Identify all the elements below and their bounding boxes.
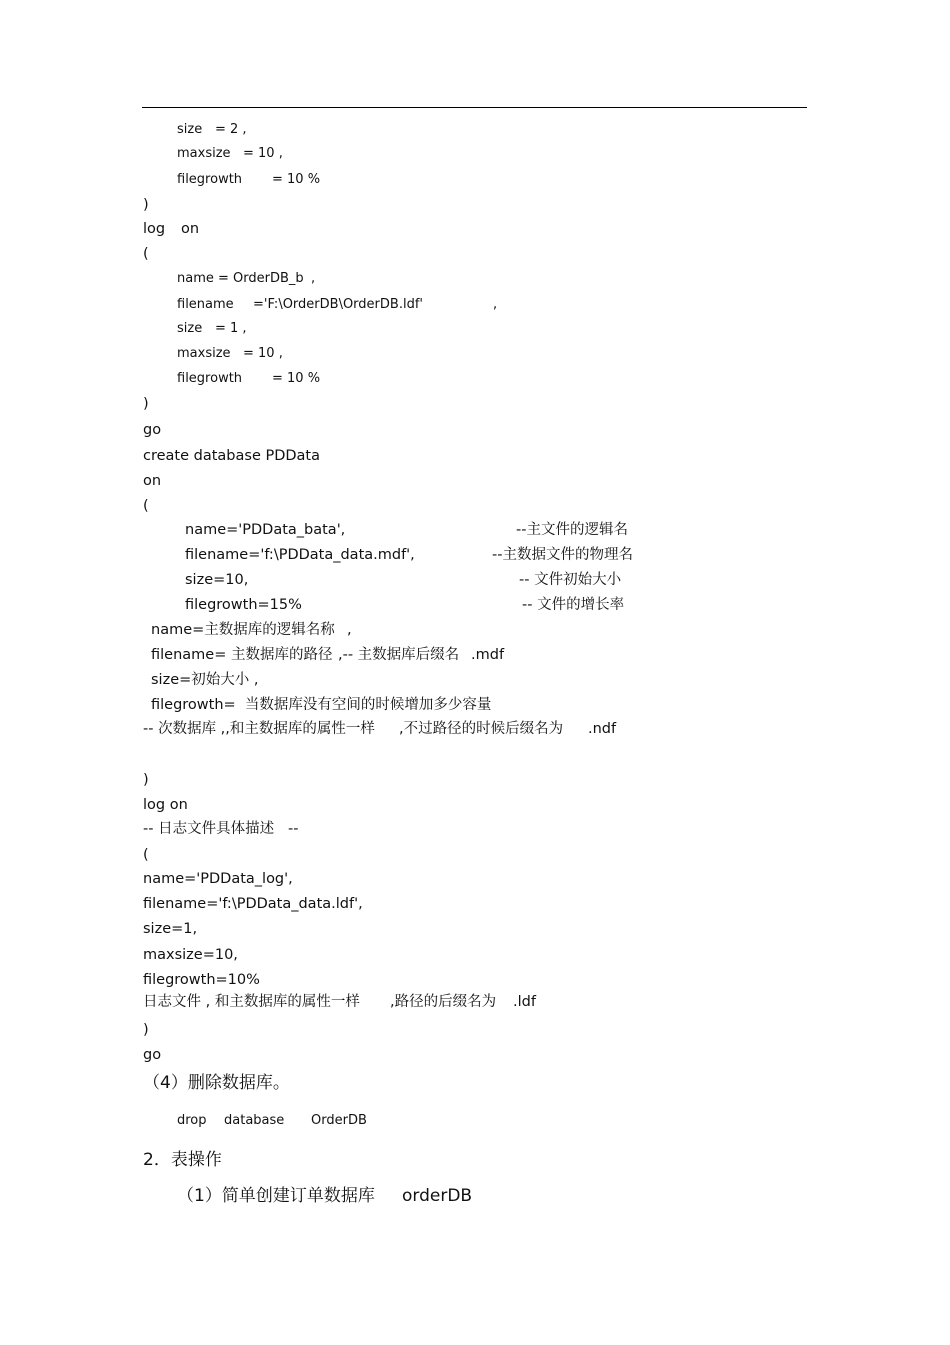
text-line-14-seg-0: on (143, 473, 162, 489)
text-line-6-seg-0: name = OrderDB_b (177, 271, 304, 286)
text-line-31-seg-0: size=1, (143, 921, 198, 937)
text-line-7-seg-0: filename (177, 297, 234, 312)
text-line-24-seg-0: -- 次数据库 ,,和主数据库的属性一样 (143, 721, 375, 737)
text-line-5-seg-0: ( (143, 246, 149, 262)
text-line-22-seg-0: size=初始大小 , (151, 672, 259, 688)
text-line-29-seg-0: name='PDData_log', (143, 871, 293, 887)
text-line-8-seg-0: size (177, 321, 203, 336)
text-line-4-seg-1: on (181, 221, 200, 237)
text-line-33-seg-0: filegrowth=10% (143, 972, 260, 988)
text-line-35-seg-0: ) (143, 1022, 149, 1038)
text-line-19-seg-1: -- 文件的增长率 (522, 597, 625, 613)
text-line-15-seg-0: ( (143, 498, 149, 514)
text-line-16-seg-0: name='PDData_bata', (185, 522, 346, 538)
text-line-19-seg-0: filegrowth=15% (185, 597, 302, 613)
text-line-17-seg-0: filename='f:\PDData_data.mdf', (185, 547, 415, 563)
text-line-7-seg-2: , (493, 297, 498, 312)
text-line-30-seg-0: filename='f:\PDData_data.ldf', (143, 896, 363, 912)
text-line-26-seg-0: log on (143, 797, 188, 813)
text-line-24-seg-2: .ndf (588, 721, 617, 737)
text-line-24-seg-1: ,不过路径的时候后缀名为 (399, 721, 564, 737)
text-line-28-seg-0: ( (143, 847, 149, 863)
text-line-21-seg-0: filename= 主数据库的路径 (151, 647, 333, 663)
text-line-18-seg-1: -- 文件初始大小 (519, 572, 622, 588)
text-line-37-seg-0: （4）删除数据库。 (143, 1073, 290, 1093)
text-line-20-seg-0: name=主数据库的逻辑名称 (151, 622, 335, 638)
text-line-10-seg-1: = 10 % (272, 371, 321, 386)
text-line-38-seg-2: OrderDB (311, 1113, 367, 1128)
text-line-39-seg-0: 2．表操作 (143, 1150, 222, 1170)
text-line-38-seg-1: database (224, 1113, 285, 1128)
text-line-2-seg-0: filegrowth (177, 172, 243, 187)
text-line-32-seg-0: maxsize=10, (143, 947, 238, 963)
text-line-1-seg-1: = 10 , (243, 146, 283, 161)
text-line-10-seg-0: filegrowth (177, 371, 243, 386)
text-line-21-seg-2: .mdf (471, 647, 505, 663)
text-line-23-seg-0: filegrowth= 当数据库没有空间的时候增加多少容量 (151, 697, 492, 713)
text-line-27-seg-1: -- (288, 821, 299, 837)
text-line-36-seg-0: go (143, 1047, 162, 1063)
text-line-3-seg-0: ) (143, 197, 149, 213)
text-line-27-seg-0: -- 日志文件具体描述 (143, 821, 275, 837)
text-line-9-seg-1: = 10 , (243, 346, 283, 361)
text-line-40-seg-0: （1）简单创建订单数据库 (177, 1186, 375, 1206)
text-line-34-seg-1: ,路径的后缀名为 (390, 994, 497, 1010)
text-line-16-seg-1: --主文件的逻辑名 (516, 522, 628, 538)
text-line-34-seg-0: 日志文件 , 和主数据库的属性一样 (143, 994, 360, 1010)
text-line-4-seg-0: log (143, 221, 166, 237)
text-line-40-seg-1: orderDB (402, 1186, 473, 1206)
text-line-38-seg-0: drop (177, 1113, 207, 1128)
text-line-13-seg-0: create database PDData (143, 448, 321, 464)
text-line-12-seg-0: go (143, 422, 162, 438)
text-line-7-seg-1: ='F:\OrderDB\OrderDB.ldf' (253, 297, 423, 312)
text-line-18-seg-0: size=10, (185, 572, 249, 588)
text-line-2-seg-1: = 10 % (272, 172, 321, 187)
header-rule (142, 107, 807, 108)
text-line-20-seg-1: , (347, 622, 352, 638)
text-line-0-seg-0: size (177, 122, 203, 137)
text-line-8-seg-1: = 1 , (215, 321, 247, 336)
text-line-34-seg-2: .ldf (513, 994, 536, 1010)
text-line-1-seg-0: maxsize (177, 146, 231, 161)
text-line-25-seg-0: ) (143, 772, 149, 788)
text-line-9-seg-0: maxsize (177, 346, 231, 361)
text-line-17-seg-1: --主数据文件的物理名 (492, 547, 633, 563)
text-line-21-seg-1: ,-- 主数据库后缀名 (338, 647, 460, 663)
text-line-6-seg-1: , (311, 271, 316, 286)
text-line-11-seg-0: ) (143, 396, 149, 412)
text-line-0-seg-1: = 2 , (215, 122, 247, 137)
